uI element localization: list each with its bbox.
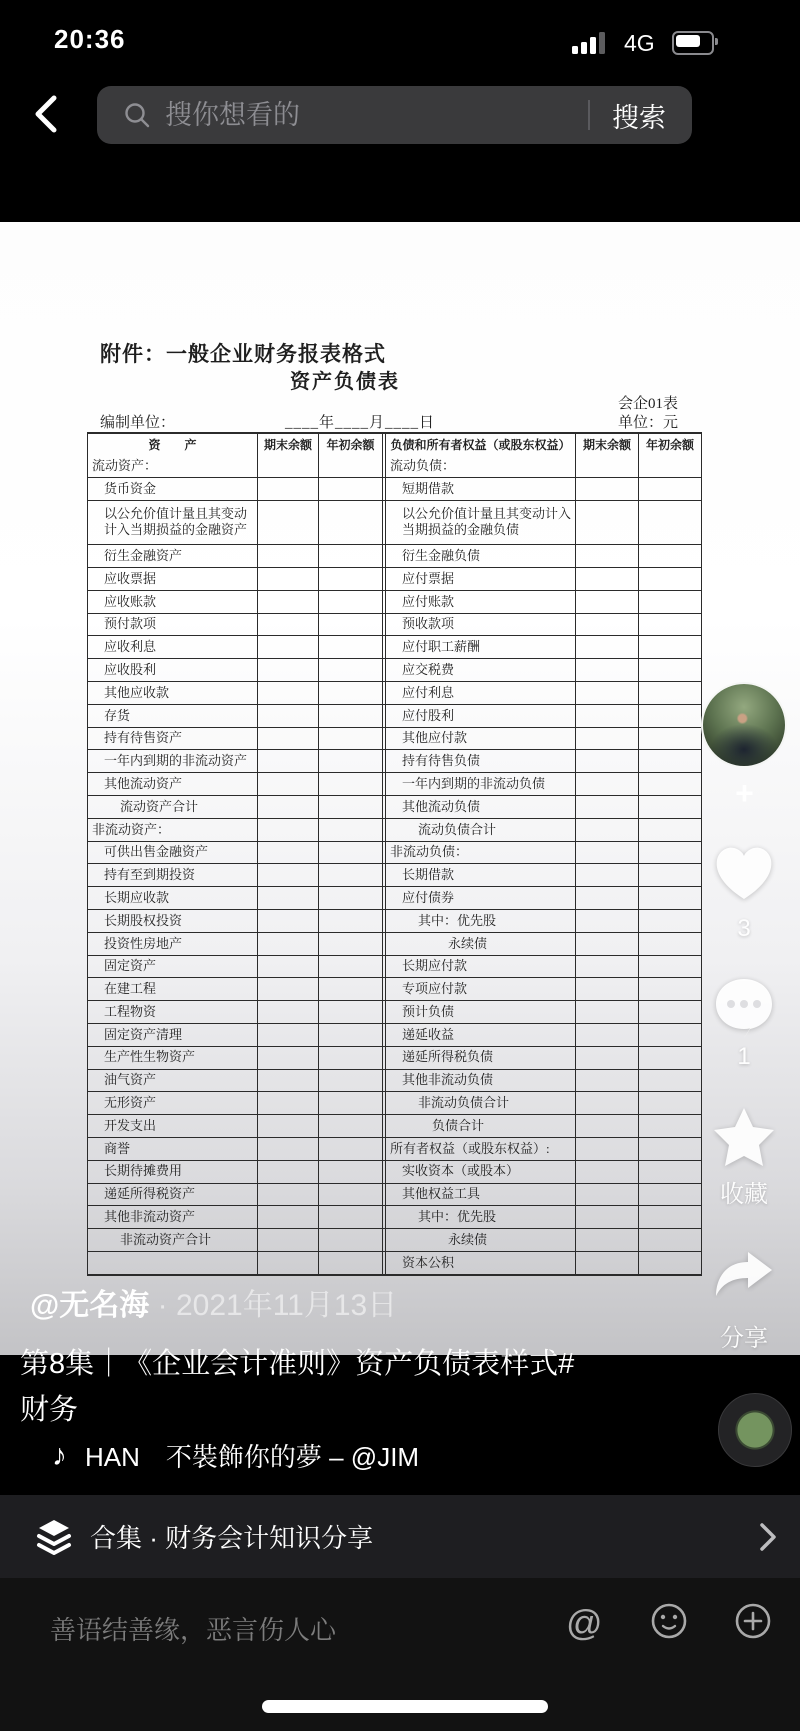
author-handle[interactable]: @无名海 <box>30 1289 150 1322</box>
liability-name-cell: 非流动负债： <box>382 842 576 864</box>
liability-name-cell: 其他应付款 <box>382 728 576 750</box>
follow-button[interactable]: + <box>735 774 754 811</box>
clock-time: 20:36 <box>54 24 126 54</box>
asset-name-cell: 固定资产清理 <box>88 1024 258 1046</box>
liability-ending-cell <box>576 728 639 750</box>
liability-beginning-cell <box>639 455 701 477</box>
asset-name-cell: 可供出售金融资产 <box>88 842 258 864</box>
asset-name-cell: 在建工程 <box>88 978 258 1000</box>
liability-name-cell: 其他非流动负债 <box>382 1070 576 1092</box>
table-row <box>88 704 701 727</box>
table-row <box>88 658 701 681</box>
liability-ending-cell <box>576 636 639 658</box>
asset-beginning-cell <box>319 819 382 841</box>
asset-beginning-cell <box>319 455 382 477</box>
table-row <box>88 818 701 841</box>
table-row <box>88 567 701 590</box>
emoji-smiley-icon[interactable] <box>650 1602 688 1640</box>
liability-beginning-cell <box>639 728 701 750</box>
table-row <box>88 1023 701 1046</box>
liability-ending-cell <box>576 568 639 590</box>
table-row <box>88 455 701 477</box>
asset-name-cell: 应收利息 <box>88 636 258 658</box>
creator-avatar[interactable] <box>701 682 787 768</box>
liability-name-cell: 以公允价值计量且其变动计入 当期损益的金融负债 <box>382 501 576 545</box>
asset-ending-cell <box>258 1001 319 1023</box>
home-indicator[interactable] <box>262 1700 548 1713</box>
table-row <box>88 1069 701 1092</box>
collection-layers-icon <box>36 1518 72 1556</box>
liability-name-cell: 其中：优先股 <box>382 910 576 932</box>
asset-name-cell: 应收股利 <box>88 659 258 681</box>
liability-name-cell: 应付账款 <box>382 591 576 613</box>
asset-name-cell: 无形资产 <box>88 1092 258 1114</box>
liability-name-cell: 长期借款 <box>382 864 576 886</box>
search-input[interactable] <box>163 99 588 132</box>
asset-name-cell: 非流动资产： <box>88 819 258 841</box>
search-button[interactable]: 搜索 <box>606 95 672 136</box>
liability-ending-cell <box>576 682 639 704</box>
add-attachment-icon[interactable] <box>734 1602 772 1640</box>
liability-name-cell: 专项应付款 <box>382 978 576 1000</box>
asset-ending-cell <box>258 1115 319 1137</box>
liability-name-cell: 衍生金融负债 <box>382 545 576 567</box>
liability-name-cell: 长期应付款 <box>382 956 576 978</box>
asset-ending-cell <box>258 614 319 636</box>
asset-column-header: 资 产 <box>88 434 258 455</box>
liability-name-cell: 应交税费 <box>382 659 576 681</box>
liability-beginning-cell <box>639 501 701 545</box>
asset-beginning-cell <box>319 591 382 613</box>
back-chevron-icon <box>38 98 54 130</box>
search-divider <box>588 100 590 130</box>
asset-beginning-cell <box>319 910 382 932</box>
liability-name-cell: 其他流动负债 <box>382 796 576 818</box>
asset-ending-cell <box>258 568 319 590</box>
asset-name-cell: 商誉 <box>88 1138 258 1160</box>
asset-beginning-cell <box>319 933 382 955</box>
liability-name-cell: 永续债 <box>382 933 576 955</box>
asset-beginning-cell <box>319 1184 382 1206</box>
liability-name-cell: 预计负债 <box>382 1001 576 1023</box>
liability-name-cell: 负债合计 <box>382 1115 576 1137</box>
asset-beginning-cell <box>319 478 382 500</box>
asset-name-cell: 应收账款 <box>88 591 258 613</box>
liability-beginning-cell <box>639 478 701 500</box>
liability-name-cell: 应付票据 <box>382 568 576 590</box>
table-row <box>88 841 701 864</box>
attachment-heading: 附件：一般企业财务报表格式 <box>100 342 386 366</box>
asset-beginning-cell <box>319 659 382 681</box>
table-row <box>88 1114 701 1137</box>
asset-ending-cell <box>258 1229 319 1251</box>
asset-name-cell: 生产性生物资产 <box>88 1047 258 1069</box>
mention-at-icon[interactable]: @ <box>566 1602 603 1643</box>
liability-ending-cell <box>576 1138 639 1160</box>
search-bar[interactable] <box>97 86 692 144</box>
liability-name-cell: 实收资本（或股本） <box>382 1161 576 1183</box>
signal-bars-icon <box>572 32 616 54</box>
liability-ending-cell <box>576 705 639 727</box>
balance-table <box>87 432 702 1276</box>
table-row <box>88 1091 701 1114</box>
liability-name-cell: 应付股利 <box>382 705 576 727</box>
asset-name-cell: 一年内到期的非流动资产 <box>88 750 258 772</box>
liability-name-cell: 其他权益工具 <box>382 1184 576 1206</box>
table-row <box>88 635 701 658</box>
table-row <box>88 1228 701 1251</box>
asset-beginning-cell <box>319 796 382 818</box>
post-date: 2021年11月13日 <box>175 1289 398 1322</box>
liability-ending-cell <box>576 545 639 567</box>
liability-beginning-cell <box>639 750 701 772</box>
liability-column-header: 负债和所有者权益（或股东权益） <box>382 434 576 455</box>
table-row <box>88 727 701 750</box>
asset-name-cell: 油气资产 <box>88 1070 258 1092</box>
asset-beginning-cell <box>319 750 382 772</box>
favorite-star-icon[interactable] <box>712 1106 776 1168</box>
liability-beginning-cell <box>639 1138 701 1160</box>
liability-ending-cell <box>576 1047 639 1069</box>
table-row <box>88 772 701 795</box>
liability-ending-cell <box>576 819 639 841</box>
liability-ending-cell <box>576 614 639 636</box>
asset-beginning-cell <box>319 842 382 864</box>
asset-beginning-cell <box>319 864 382 886</box>
liability-ending-cell <box>576 1161 639 1183</box>
balance-table-body <box>88 455 701 1274</box>
asset-beginning-cell <box>319 956 382 978</box>
liability-ending-cell <box>576 1206 639 1228</box>
table-row <box>88 1137 701 1160</box>
table-row <box>88 1000 701 1023</box>
asset-beginning-cell <box>319 728 382 750</box>
table-row <box>88 590 701 613</box>
liability-beginning-cell <box>639 864 701 886</box>
asset-ending-cell <box>258 842 319 864</box>
asset-ending-cell <box>258 1047 319 1069</box>
asset-ending-cell <box>258 933 319 955</box>
asset-beginning-cell <box>319 1024 382 1046</box>
asset-beginning-cell <box>319 1229 382 1251</box>
asset-name-cell: 长期股权投资 <box>88 910 258 932</box>
liability-name-cell: 所有者权益（或股东权益）: <box>382 1138 576 1160</box>
liability-name-cell: 持有待售负债 <box>382 750 576 772</box>
table-row <box>88 886 701 909</box>
liability-ending-cell <box>576 1252 639 1274</box>
liability-beginning-cell <box>639 1092 701 1114</box>
liability-beginning-cell <box>639 705 701 727</box>
liability-ending-cell <box>576 956 639 978</box>
favorite-label: 收藏 <box>720 1181 768 1208</box>
asset-ending-cell <box>258 887 319 909</box>
liability-ending-cell <box>576 1092 639 1114</box>
asset-beginning-cell <box>319 1206 382 1228</box>
liability-beginning-cell <box>639 636 701 658</box>
liability-beginning-cell <box>639 956 701 978</box>
liability-ending-cell <box>576 864 639 886</box>
asset-ending-cell <box>258 1070 319 1092</box>
liability-name-cell: 一年内到期的非流动负债 <box>382 773 576 795</box>
caption-line-2: 财务 <box>20 1394 79 1426</box>
asset-beginning-cell <box>319 1252 382 1274</box>
asset-ending-cell <box>258 705 319 727</box>
asset-ending-cell <box>258 796 319 818</box>
chevron-right-icon <box>758 1521 778 1553</box>
asset-name-cell: 持有待售资产 <box>88 728 258 750</box>
table-row <box>88 1205 701 1228</box>
asset-ending-cell <box>258 1184 319 1206</box>
asset-name-cell: 其他非流动资产 <box>88 1206 258 1228</box>
liability-beginning-cell <box>639 978 701 1000</box>
status-bar <box>0 0 800 65</box>
liability-name-cell: 非流动负债合计 <box>382 1092 576 1114</box>
asset-ending-cell <box>258 682 319 704</box>
asset-ending-cell <box>258 1092 319 1114</box>
table-row <box>88 681 701 704</box>
asset-beginning-cell <box>319 1115 382 1137</box>
asset-name-cell: 固定资产 <box>88 956 258 978</box>
asset-name-cell: 持有至到期投资 <box>88 864 258 886</box>
asset-ending-cell <box>258 978 319 1000</box>
balance-sheet-document <box>0 222 800 1355</box>
liability-beginning-cell <box>639 1115 701 1137</box>
liability-ending-cell <box>576 750 639 772</box>
asset-name-cell: 长期应收款 <box>88 887 258 909</box>
liability-beginning-cell <box>639 796 701 818</box>
table-row <box>88 863 701 886</box>
music-note-icon: ♪ <box>52 1438 67 1472</box>
table-title: 资产负债表 <box>290 371 400 393</box>
asset-ending-cell <box>258 864 319 886</box>
liability-beginning-cell <box>639 1001 701 1023</box>
liability-name-cell: 短期借款 <box>382 478 576 500</box>
asset-ending-cell <box>258 659 319 681</box>
asset-beginning-cell <box>319 682 382 704</box>
prepared-by-label: 编制单位： <box>100 415 176 431</box>
comment-input[interactable] <box>48 1614 532 1647</box>
liability-ending-cell <box>576 591 639 613</box>
asset-beginning-cell <box>319 773 382 795</box>
asset-name-cell: 流动资产合计 <box>88 796 258 818</box>
search-icon <box>123 101 151 129</box>
liability-ending-cell <box>576 842 639 864</box>
liability-beginning-cell <box>639 1229 701 1251</box>
asset-name-cell: 其他流动资产 <box>88 773 258 795</box>
caption-line-1: 第8集｜《企业会计准则》资产负债表样式# <box>20 1348 575 1380</box>
video-caption <box>20 1341 640 1433</box>
liability-name-cell: 其中：优先股 <box>382 1206 576 1228</box>
liability-ending-cell <box>576 1024 639 1046</box>
asset-beginning-cell <box>319 887 382 909</box>
collection-bar[interactable] <box>0 1495 800 1578</box>
asset-ending-cell <box>258 1252 319 1274</box>
asset-ending-cell <box>258 455 319 477</box>
liability-name-cell: 应付职工薪酬 <box>382 636 576 658</box>
asset-name-cell: 应收票据 <box>88 568 258 590</box>
table-row <box>88 795 701 818</box>
asset-name-cell <box>88 1252 258 1274</box>
liability-ending-cell <box>576 933 639 955</box>
beginning-balance-header: 年初余额 <box>645 438 694 452</box>
liability-beginning-cell <box>639 568 701 590</box>
liability-ending-cell <box>576 910 639 932</box>
table-row <box>88 500 701 545</box>
table-row <box>88 955 701 978</box>
liability-beginning-cell <box>639 1252 701 1274</box>
asset-ending-cell <box>258 910 319 932</box>
beginning-balance-header: 年初余额 <box>326 438 375 452</box>
table-row <box>88 613 701 636</box>
asset-beginning-cell <box>319 614 382 636</box>
liability-beginning-cell <box>639 659 701 681</box>
table-row <box>88 1160 701 1183</box>
unit-label: 单位：元 <box>617 415 678 431</box>
music-row[interactable] <box>52 1437 572 1474</box>
asset-name-cell: 投资性房地产 <box>88 933 258 955</box>
table-row <box>88 749 701 772</box>
liability-name-cell: 递延所得税负债 <box>382 1047 576 1069</box>
asset-ending-cell <box>258 773 319 795</box>
liability-beginning-cell <box>639 819 701 841</box>
table-row <box>88 1046 701 1069</box>
liability-beginning-cell <box>639 1206 701 1228</box>
share-label: 分享 <box>720 1325 768 1352</box>
asset-beginning-cell <box>319 1161 382 1183</box>
asset-name-cell: 长期待摊费用 <box>88 1161 258 1183</box>
asset-beginning-cell <box>319 1001 382 1023</box>
liability-ending-cell <box>576 1070 639 1092</box>
comment-count: 1 <box>737 1043 751 1070</box>
liability-ending-cell <box>576 659 639 681</box>
asset-ending-cell <box>258 1138 319 1160</box>
asset-name-cell: 以公允价值计量且其变动 计入当期损益的金融资产 <box>88 501 258 545</box>
asset-ending-cell <box>258 819 319 841</box>
liability-name-cell: 应付利息 <box>382 682 576 704</box>
asset-name-cell: 开发支出 <box>88 1115 258 1137</box>
liability-name-cell: 永续债 <box>382 1229 576 1251</box>
table-row <box>88 544 701 567</box>
liability-ending-cell <box>576 455 639 477</box>
liability-beginning-cell <box>639 545 701 567</box>
liability-ending-cell <box>576 1229 639 1251</box>
liability-beginning-cell <box>639 682 701 704</box>
asset-ending-cell <box>258 1024 319 1046</box>
asset-ending-cell <box>258 545 319 567</box>
asset-beginning-cell <box>319 1092 382 1114</box>
liability-ending-cell <box>576 478 639 500</box>
liability-name-cell: 预收款项 <box>382 614 576 636</box>
liability-name-cell: 资本公积 <box>382 1252 576 1274</box>
table-row <box>88 977 701 1000</box>
asset-beginning-cell <box>319 501 382 545</box>
asset-ending-cell <box>258 1206 319 1228</box>
liability-ending-cell <box>576 1115 639 1137</box>
like-count: 3 <box>737 915 751 942</box>
asset-ending-cell <box>258 956 319 978</box>
table-row <box>88 909 701 932</box>
music-disc[interactable] <box>718 1393 792 1467</box>
share-arrow-icon[interactable] <box>712 1250 774 1306</box>
asset-name-cell: 其他应收款 <box>88 682 258 704</box>
asset-name-cell: 存货 <box>88 705 258 727</box>
liability-beginning-cell <box>639 842 701 864</box>
author-row[interactable] <box>30 1280 397 1324</box>
liability-name-cell: 流动负债： <box>382 455 576 477</box>
asset-ending-cell <box>258 501 319 545</box>
asset-beginning-cell <box>319 545 382 567</box>
asset-ending-cell <box>258 591 319 613</box>
dot-separator: · <box>157 1289 168 1322</box>
liability-ending-cell <box>576 1184 639 1206</box>
liability-ending-cell <box>576 773 639 795</box>
asset-ending-cell <box>258 1161 319 1183</box>
comment-bubble-icon[interactable] <box>714 977 774 1039</box>
asset-name-cell: 非流动资产合计 <box>88 1229 258 1251</box>
battery-icon <box>672 31 714 55</box>
asset-beginning-cell <box>319 1138 382 1160</box>
music-title: HAN 不裝飾你的夢 – @JIM <box>85 1442 420 1472</box>
asset-name-cell: 预付款项 <box>88 614 258 636</box>
ending-balance-header: 期末余额 <box>576 434 639 455</box>
asset-name-cell: 工程物资 <box>88 1001 258 1023</box>
liability-beginning-cell <box>639 614 701 636</box>
asset-name-cell: 货币资金 <box>88 478 258 500</box>
ending-balance-header: 期末余额 <box>258 434 319 455</box>
liability-name-cell: 应付债券 <box>382 887 576 909</box>
table-row <box>88 1183 701 1206</box>
table-header-row <box>88 434 701 455</box>
liability-ending-cell <box>576 501 639 545</box>
asset-name-cell: 递延所得税资产 <box>88 1184 258 1206</box>
liability-ending-cell <box>576 887 639 909</box>
liability-beginning-cell <box>639 591 701 613</box>
asset-ending-cell <box>258 636 319 658</box>
liability-ending-cell <box>576 796 639 818</box>
liability-ending-cell <box>576 1001 639 1023</box>
asset-beginning-cell <box>319 978 382 1000</box>
liability-beginning-cell <box>639 887 701 909</box>
table-row <box>88 477 701 500</box>
asset-name-cell: 流动资产： <box>88 455 258 477</box>
asset-ending-cell <box>258 750 319 772</box>
table-row <box>88 932 701 955</box>
network-type: 4G <box>624 30 655 56</box>
asset-ending-cell <box>258 728 319 750</box>
asset-ending-cell <box>258 478 319 500</box>
asset-beginning-cell <box>319 1047 382 1069</box>
form-code: 会企01表 <box>617 396 678 412</box>
asset-beginning-cell <box>319 1070 382 1092</box>
asset-beginning-cell <box>319 636 382 658</box>
collection-label: 合集 · 财务会计知识分享 <box>90 1523 374 1553</box>
liability-name-cell: 流动负债合计 <box>382 819 576 841</box>
back-button[interactable] <box>28 92 62 136</box>
asset-beginning-cell <box>319 705 382 727</box>
liability-name-cell: 递延收益 <box>382 1024 576 1046</box>
liability-beginning-cell <box>639 773 701 795</box>
table-row <box>88 1251 701 1274</box>
asset-beginning-cell <box>319 568 382 590</box>
liability-ending-cell <box>576 978 639 1000</box>
date-blanks: ____年____月____日 <box>284 415 435 431</box>
asset-name-cell: 衍生金融资产 <box>88 545 258 567</box>
liability-beginning-cell <box>639 1070 701 1092</box>
like-heart-icon[interactable] <box>712 843 776 903</box>
